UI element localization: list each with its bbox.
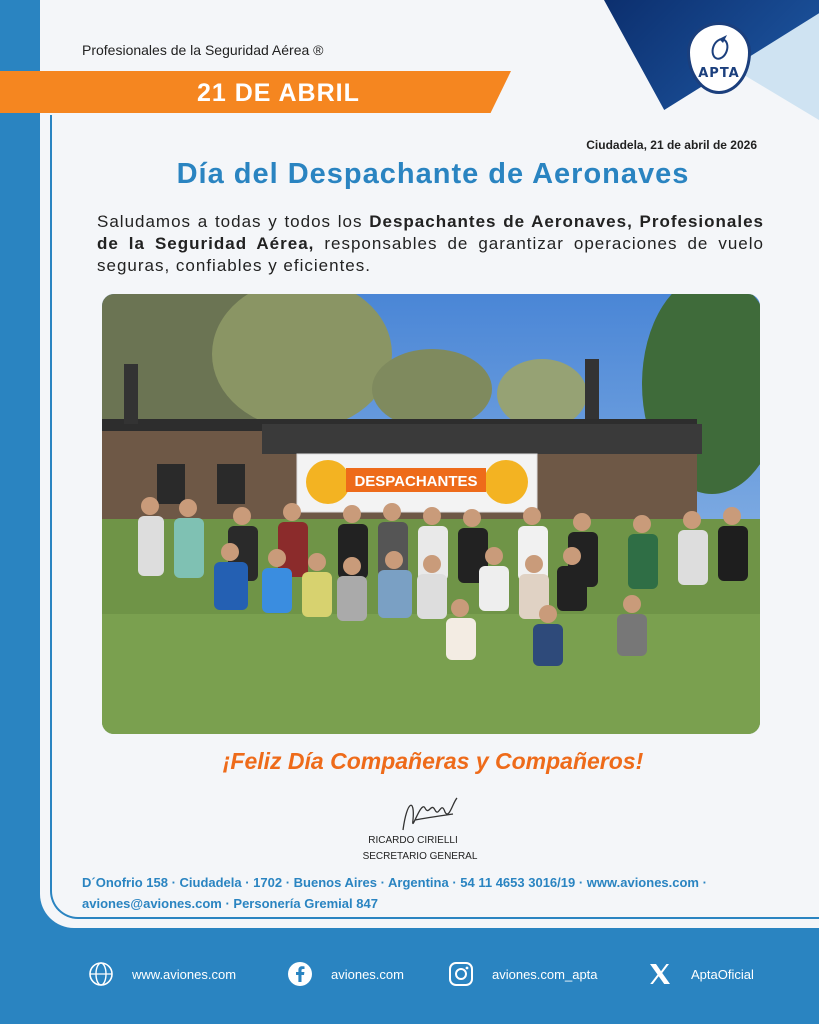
signer-role: SECRETARIO GENERAL [362,851,478,862]
contact-address [82,872,772,914]
footer-x[interactable] [647,960,754,988]
photo-banner-text: DESPACHANTES [354,473,478,490]
greeting: ¡Feliz Día Compañeras y Compañeros! [222,748,644,774]
intro-text-bold: Despachantes de Aeronaves, Profesionales de la Seguridad Aérea, [97,212,764,253]
group-photo [102,294,760,734]
intro-text-1: Saludamos a todas y todos los [97,212,370,231]
globe-icon [88,961,114,987]
x-icon [647,961,673,987]
date-banner-text: 21 DE ABRIL [197,79,360,107]
footer-facebook-label: aviones.com [331,966,404,982]
contact-line-2: aviones@aviones.com · Personería Gremial 847 [82,896,378,911]
footer-x-label: AptaOficial [691,966,754,982]
footer-website[interactable] [88,960,236,988]
page-title: Día del Despachante de Aeronaves [176,158,690,190]
signer-name: RICARDO CIRIELLI [368,835,458,846]
intro-text-2: responsables de garantizar operaciones de vuelo seguras, confiables y eficientes. [97,234,764,275]
handwritten-signature [395,790,465,840]
footer-instagram[interactable] [448,960,598,988]
org-tagline: Profesionales de la Seguridad Aérea ® [82,42,324,58]
place-date: Ciudadela, 21 de abril de 2026 [586,138,757,152]
intro-paragraph [97,211,764,277]
logo-emblem [709,35,731,61]
facebook-icon [287,961,313,987]
footer-facebook[interactable] [287,960,404,988]
group-photo-illustration [102,294,760,734]
footer-instagram-label: aviones.com_apta [492,966,598,982]
left-frame [0,0,40,1024]
contact-line-1: D´Onofrio 158 · Ciudadela · 1702 · Buenos Aires · Argentina · 54 11 4653 3016/19 · www.aviones.com · [82,875,707,890]
footer-website-label: www.aviones.com [132,966,237,982]
instagram-icon [448,961,474,987]
logo-text: APTA [698,66,740,81]
